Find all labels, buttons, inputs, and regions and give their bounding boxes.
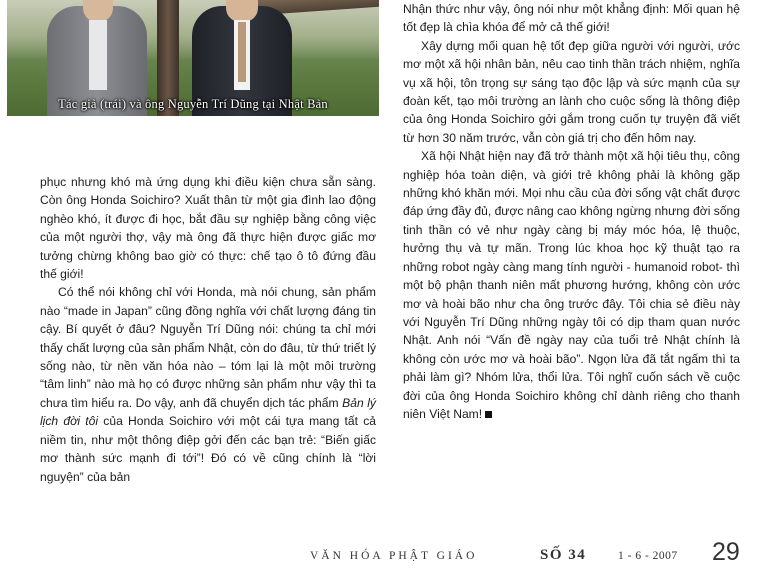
left-paragraph-2-text-b: của Honda Soichiro với một cái tựa mang tất cả niềm tin, như một thông điệp gởi đến các bạn trẻ: “Biến giấc mơ thành sức mạnh đi tới”! Đó có về cũng chính là “lời nguyện” của bản xyxy=(40,414,376,484)
article-photo xyxy=(7,0,379,116)
right-paragraph-1: Nhận thức như vậy, ông nói như một khẳng định: Mối quan hệ tốt đẹp là chìa khóa để mở cả thế giới! xyxy=(403,2,740,35)
photo-caption: Tác giả (trái) và ông Nguyễn Trí Dũng tại Nhật Bản xyxy=(58,97,328,111)
end-of-article-mark xyxy=(485,411,492,418)
right-paragraph-2: Xây dựng mối quan hệ tốt đẹp giữa người với người, ước mơ một xã hội nhân bản, nêu cao tinh thần trách nhiệm, nghĩa vụ xã hội, tôn trọng sự sáng tạo độc lập và sức mạnh của sự đoàn kết, tạo môi trường an lành cho cuộc sống là thông điệp của ông Honda Soichiro gởi gắm trong cuốn tự truyện đã viết từ hơn 30 năm trước, vẫn còn giá trị cho đến hôm nay. xyxy=(403,38,740,145)
issue-date: 1 - 6 - 2007 xyxy=(618,550,678,562)
right-column xyxy=(403,0,740,423)
left-column xyxy=(40,173,376,486)
page-number: 29 xyxy=(712,538,740,566)
right-paragraph-3 xyxy=(403,147,740,423)
magazine-name: VĂN HÓA PHẬT GIÁO xyxy=(310,550,478,562)
right-paragraph-3-text: Xã hội Nhật hiện nay đã trở thành một xã hội tiêu thụ, công nghiệp hóa toàn diện, và giới trẻ không phải là không gặp những khó khăn mới. Mọi nhu cầu của đời sống vật chất được đáp ứng đầy đủ, được nâng cao không ngừng nhưng đời sống tinh thần có vẻ như ngày càng bị máy móc hóa, lệ thuộc, hưởng thụ và tự mãn. Trong lúc khoa học kỹ thuật tạo ra những robot ngày càng mang tính người - humanoid robot- thì một bộ phận thanh niên mất phương hướng, không còn ước mơ và hoài bão như cha ông trước đây. Tôi chia sẻ điều này với Nguyễn Trí Dũng những ngày tôi có dịp tham quan nước Nhật. Anh nói “Vấn đề ngày nay của tuổi trẻ Nhật chính là không còn ước mơ và hoài bão”. Ngọn lửa đã tắt ngấm thì ta phải làm gì? Nhóm lửa, thổi lửa. Tôi nghĩ cuốn sách về cuộc đời của ông Honda Soichiro không chỉ dành riêng cho thanh niên Việt Nam! xyxy=(403,149,740,421)
issue-number: SỐ 34 xyxy=(540,547,587,563)
left-paragraph-1: phục nhưng khó mà ứng dụng khi điều kiện chưa sẵn sàng. Còn ông Honda Soichiro? Xuất thân từ một gia đình lao động nghèo khó, ít được đi học, bắt đầu sự nghiệp bằng công việc của một người thợ, vậy mà ông đã thực hiện được giấc mơ tưởng chừng không bao giờ có thực: chế tạo ô tô đứng đầu thế giới! xyxy=(40,175,376,282)
book-title: Bản lý lịch đời tôi xyxy=(40,395,376,429)
left-paragraph-2-text-a: Có thể nói không chỉ với Honda, mà nói chung, sản phẩm nào “made in Japan” cũng đồng nghĩa với chất lượng đáng tin cậy. Bí quyết ở đâu? Nguyễn Trí Dũng nói: chúng ta chỉ mới thấy chất lượng của sản phẩm Nhật, còn do đâu, từ thứ triết lý sống nào, từ nền văn hóa nào – tóm lại là một môi trường “tâm linh” nào mà họ có được những sản phẩm như vậy thì ta chưa tìm hiểu ra. Do vậy, anh đã chuyển dịch tác phẩm xyxy=(40,285,376,410)
left-paragraph-2 xyxy=(40,283,376,485)
page-footer xyxy=(300,538,752,572)
